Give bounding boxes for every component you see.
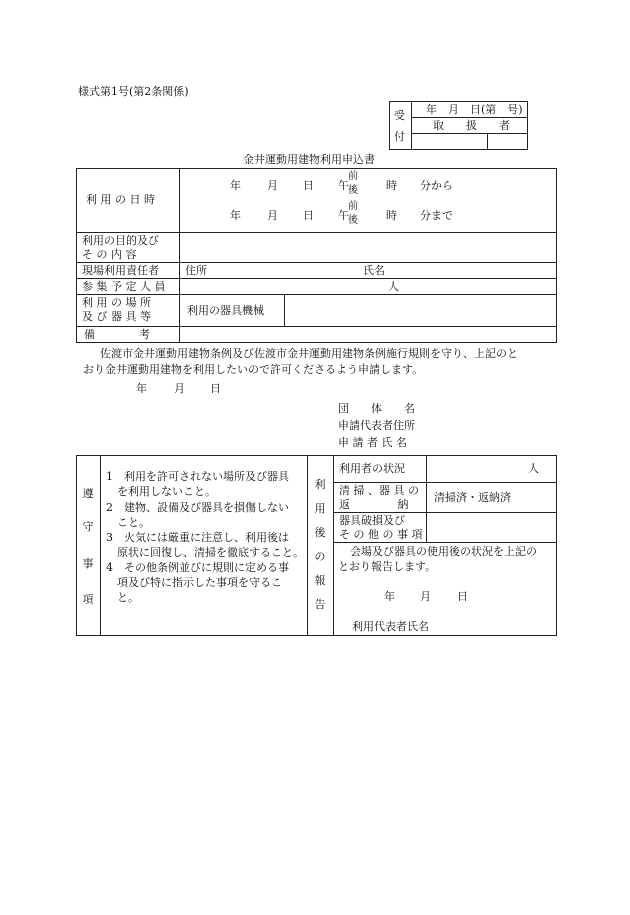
receipt-stamp-field[interactable] bbox=[488, 134, 527, 149]
divider bbox=[333, 542, 557, 543]
cleaning-label: 返 納 bbox=[339, 498, 409, 511]
month-label: 月 bbox=[174, 382, 185, 395]
report-statement: とおり報告します。 bbox=[338, 560, 437, 573]
user-status-field[interactable] bbox=[428, 457, 524, 480]
damage-label: そ の 他 の 事 項 bbox=[339, 528, 423, 541]
manager-label: 現場利用責任者 bbox=[82, 264, 159, 277]
report-heading-char: 利 bbox=[314, 478, 326, 491]
minute-to-label: 分まで bbox=[420, 209, 453, 222]
damage-label: 器具破損及び bbox=[339, 514, 405, 527]
report-statement: 会場及び器具の使用後の状況を上記の bbox=[350, 545, 537, 558]
divider bbox=[76, 294, 557, 295]
rep-address-label: 申請代表者住所 bbox=[338, 419, 415, 432]
report-heading-char: 後 bbox=[314, 526, 326, 539]
cleaning-label: 清 掃 、器 具 の bbox=[339, 484, 419, 497]
receipt-label: 受 bbox=[394, 109, 405, 122]
participants-label: 参 集 予 定 人 員 bbox=[82, 280, 166, 293]
declaration-text: 佐渡市金井運動用建物条例及び佐渡市金井運動用建物条例施行規則を守り、上記のと bbox=[100, 347, 518, 360]
report-heading-char: 用 bbox=[314, 502, 326, 515]
rule-line: 4 その他条例並びに規則に定める事 bbox=[106, 561, 289, 574]
purpose-field[interactable] bbox=[181, 234, 555, 261]
rep-name-label: 利用代表者氏名 bbox=[352, 620, 429, 633]
year-label: 年 bbox=[384, 590, 395, 603]
year-label: 年 bbox=[230, 179, 241, 192]
am-label[interactable]: 前 bbox=[348, 201, 358, 212]
divider bbox=[284, 294, 285, 326]
divider bbox=[426, 455, 427, 542]
name-label: 氏名 bbox=[363, 264, 385, 277]
group-name-label: 団 体 名 bbox=[338, 402, 415, 415]
manager-address-field[interactable] bbox=[212, 264, 357, 277]
divider bbox=[333, 512, 557, 513]
divider bbox=[76, 262, 557, 263]
divider bbox=[333, 482, 557, 483]
report-heading-char: 報 bbox=[314, 574, 326, 587]
rule-line: 2 建物、設備及び器具を損傷しない bbox=[106, 501, 289, 514]
rule-line: 3 火気には厳重に注意し、利用後は bbox=[106, 531, 289, 544]
equipment-field[interactable] bbox=[286, 296, 555, 325]
receipt-label: 付 bbox=[394, 130, 405, 143]
group-name-field[interactable] bbox=[425, 401, 555, 415]
report-heading-char: 告 bbox=[314, 598, 326, 611]
pm-label[interactable]: 後 bbox=[348, 215, 358, 226]
divider bbox=[411, 117, 528, 118]
rules-heading-char: 事 bbox=[82, 557, 94, 570]
ampm-label: 午 bbox=[338, 179, 349, 192]
receipt-date-number: 年 月 日(第 号) bbox=[426, 103, 523, 116]
place-label: 利 用 の 場 所 bbox=[82, 296, 151, 309]
rules-heading-char: 守 bbox=[82, 520, 94, 533]
damage-field[interactable] bbox=[428, 514, 555, 541]
date-time-label: 利 用 の 日 時 bbox=[86, 193, 155, 206]
day-label: 日 bbox=[303, 209, 314, 222]
purpose-label: 利用の目的及び bbox=[82, 234, 159, 247]
rep-address-field[interactable] bbox=[425, 418, 555, 432]
rule-line: を利用しないこと。 bbox=[106, 485, 216, 498]
year-label: 年 bbox=[230, 209, 241, 222]
remarks-label: 備 考 bbox=[84, 328, 150, 341]
purpose-label: そ の 内 容 bbox=[82, 248, 137, 261]
day-label: 日 bbox=[210, 382, 221, 395]
divider bbox=[179, 168, 180, 343]
minute-from-label: 分から bbox=[420, 179, 453, 192]
rule-line: と。 bbox=[106, 591, 139, 604]
hour-label: 時 bbox=[386, 179, 397, 192]
pm-label[interactable]: 後 bbox=[348, 185, 358, 196]
user-status-unit: 人 bbox=[528, 462, 539, 475]
month-label: 月 bbox=[420, 590, 431, 603]
rule-line: こと。 bbox=[106, 516, 150, 529]
cleaning-status[interactable]: 清掃済・返納済 bbox=[434, 491, 511, 504]
day-label: 日 bbox=[457, 590, 468, 603]
declaration-text: おり金井運動用建物を利用したいので許可くださるよう申請します。 bbox=[83, 363, 424, 376]
receipt-entry-field[interactable] bbox=[412, 134, 486, 149]
address-label: 住所 bbox=[185, 264, 207, 277]
am-label[interactable]: 前 bbox=[348, 171, 358, 182]
rule-line: 原状に回復し、清掃を徹底すること。 bbox=[106, 546, 304, 559]
divider bbox=[100, 455, 101, 636]
month-label: 月 bbox=[267, 179, 278, 192]
participants-unit: 人 bbox=[388, 280, 399, 293]
manager-name-field[interactable] bbox=[390, 264, 555, 277]
month-label: 月 bbox=[267, 209, 278, 222]
user-status-label: 利用者の状況 bbox=[339, 462, 405, 475]
year-label: 年 bbox=[136, 382, 147, 395]
day-label: 日 bbox=[303, 179, 314, 192]
rules-heading-char: 項 bbox=[82, 593, 94, 606]
form-title: 金井運動用建物利用申込書 bbox=[243, 153, 375, 166]
report-heading-char: の bbox=[314, 550, 326, 563]
remarks-field[interactable] bbox=[181, 328, 555, 342]
applicant-name-field[interactable] bbox=[425, 435, 555, 449]
hour-label: 時 bbox=[386, 209, 397, 222]
rule-line: 1 利用を許可されない場所及び器具 bbox=[106, 470, 289, 483]
divider bbox=[307, 455, 308, 636]
participants-field[interactable] bbox=[181, 280, 381, 293]
rep-name-field[interactable] bbox=[432, 618, 554, 633]
applicant-name-label: 申 請 者 氏 名 bbox=[338, 436, 407, 449]
equipment-label: 利用の器具機械 bbox=[187, 304, 264, 317]
divider bbox=[76, 232, 557, 233]
divider bbox=[76, 326, 557, 327]
rule-line: 項及び特に指示した事項を守るこ bbox=[106, 576, 282, 589]
receipt-handler: 取 扱 者 bbox=[433, 119, 510, 132]
form-id: 様式第1号(第2条関係) bbox=[78, 85, 189, 98]
rules-heading-char: 遵 bbox=[82, 487, 94, 500]
divider bbox=[76, 278, 557, 279]
ampm-label: 午 bbox=[338, 209, 349, 222]
place-label: 及 び 器 具 等 bbox=[82, 310, 151, 323]
